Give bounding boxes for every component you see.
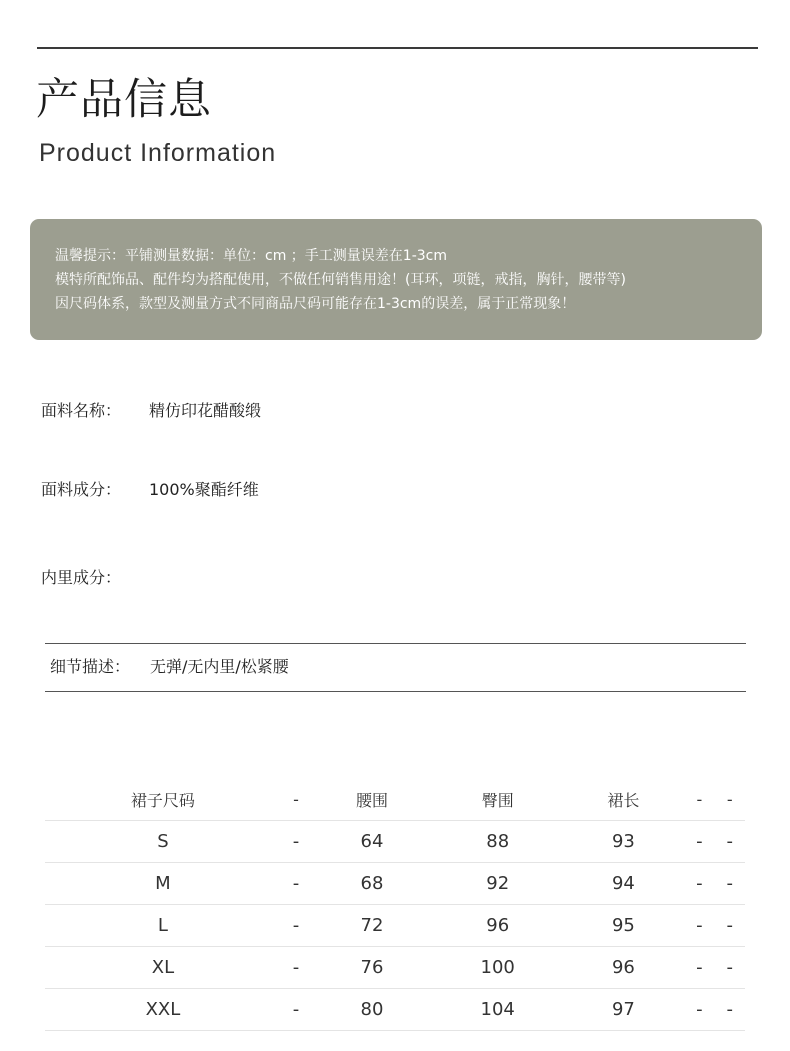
table-cell: - xyxy=(715,989,745,1031)
table-cell: - xyxy=(715,905,745,947)
table-cell: M xyxy=(45,863,281,905)
fabric-composition-value: 100%聚酯纤维 xyxy=(149,480,259,499)
fabric-name-row xyxy=(41,399,261,423)
table-cell: - xyxy=(684,989,714,1031)
size-table xyxy=(45,778,745,1031)
table-cell: 80 xyxy=(311,989,433,1031)
fabric-name-value: 精仿印花醋酸缎 xyxy=(149,401,262,420)
table-cell: S xyxy=(45,821,281,863)
table-cell: 93 xyxy=(563,821,685,863)
detail-top-divider xyxy=(45,643,746,644)
notice-box xyxy=(30,219,762,340)
detail-row xyxy=(50,655,289,679)
table-cell: - xyxy=(281,863,311,905)
table-cell: XL xyxy=(45,947,281,989)
header-cell: - xyxy=(281,778,311,821)
table-cell: 92 xyxy=(433,863,563,905)
table-cell: - xyxy=(281,947,311,989)
fabric-composition-row xyxy=(41,478,259,502)
table-cell: 100 xyxy=(433,947,563,989)
table-cell: - xyxy=(684,863,714,905)
table-cell: 72 xyxy=(311,905,433,947)
table-cell: - xyxy=(281,989,311,1031)
detail-bottom-divider xyxy=(45,691,746,692)
detail-label: 细节描述： xyxy=(50,657,131,676)
header-cell: 裙子尺码 xyxy=(45,778,281,821)
notice-line-1: 温馨提示：平铺测量数据：单位：cm ；手工测量误差在1-3cm xyxy=(55,248,447,264)
table-row xyxy=(45,947,745,989)
detail-value: 无弹/无内里/松紧腰 xyxy=(150,657,289,676)
table-cell: 68 xyxy=(311,863,433,905)
table-row xyxy=(45,905,745,947)
page-subtitle: Product Information xyxy=(39,139,277,167)
page-title: 产品信息 xyxy=(36,75,212,125)
header-cell: - xyxy=(715,778,745,821)
header-cell: 腰围 xyxy=(311,778,433,821)
fabric-composition-label: 面料成分： xyxy=(41,480,122,499)
table-cell: - xyxy=(715,947,745,989)
table-cell: 96 xyxy=(433,905,563,947)
table-cell: XXL xyxy=(45,989,281,1031)
header-cell: 臀围 xyxy=(433,778,563,821)
table-row xyxy=(45,863,745,905)
table-cell: 64 xyxy=(311,821,433,863)
table-cell: - xyxy=(715,863,745,905)
table-cell: - xyxy=(715,821,745,863)
table-cell: - xyxy=(684,947,714,989)
table-cell: 104 xyxy=(433,989,563,1031)
lining-composition-row xyxy=(41,566,149,590)
table-cell: - xyxy=(684,905,714,947)
table-row xyxy=(45,989,745,1031)
table-cell: - xyxy=(281,905,311,947)
size-table-header xyxy=(45,778,745,821)
top-divider xyxy=(37,47,758,49)
table-cell: 96 xyxy=(563,947,685,989)
table-cell: 88 xyxy=(433,821,563,863)
table-row xyxy=(45,821,745,863)
table-cell: L xyxy=(45,905,281,947)
lining-composition-label: 内里成分： xyxy=(41,568,122,587)
table-cell: 94 xyxy=(563,863,685,905)
fabric-name-label: 面料名称： xyxy=(41,401,122,420)
notice-line-2: 模特所配饰品、配件均为搭配使用，不做任何销售用途！(耳环，项链，戒指，胸针，腰带等) xyxy=(55,272,626,288)
notice-line-3: 因尺码体系，款型及测量方式不同商品尺码可能存在1-3cm的误差，属于正常现象！ xyxy=(55,296,576,312)
table-cell: 95 xyxy=(563,905,685,947)
table-cell: - xyxy=(281,821,311,863)
table-cell: - xyxy=(684,821,714,863)
table-cell: 97 xyxy=(563,989,685,1031)
header-cell: 裙长 xyxy=(563,778,685,821)
table-cell: 76 xyxy=(311,947,433,989)
header-cell: - xyxy=(684,778,714,821)
